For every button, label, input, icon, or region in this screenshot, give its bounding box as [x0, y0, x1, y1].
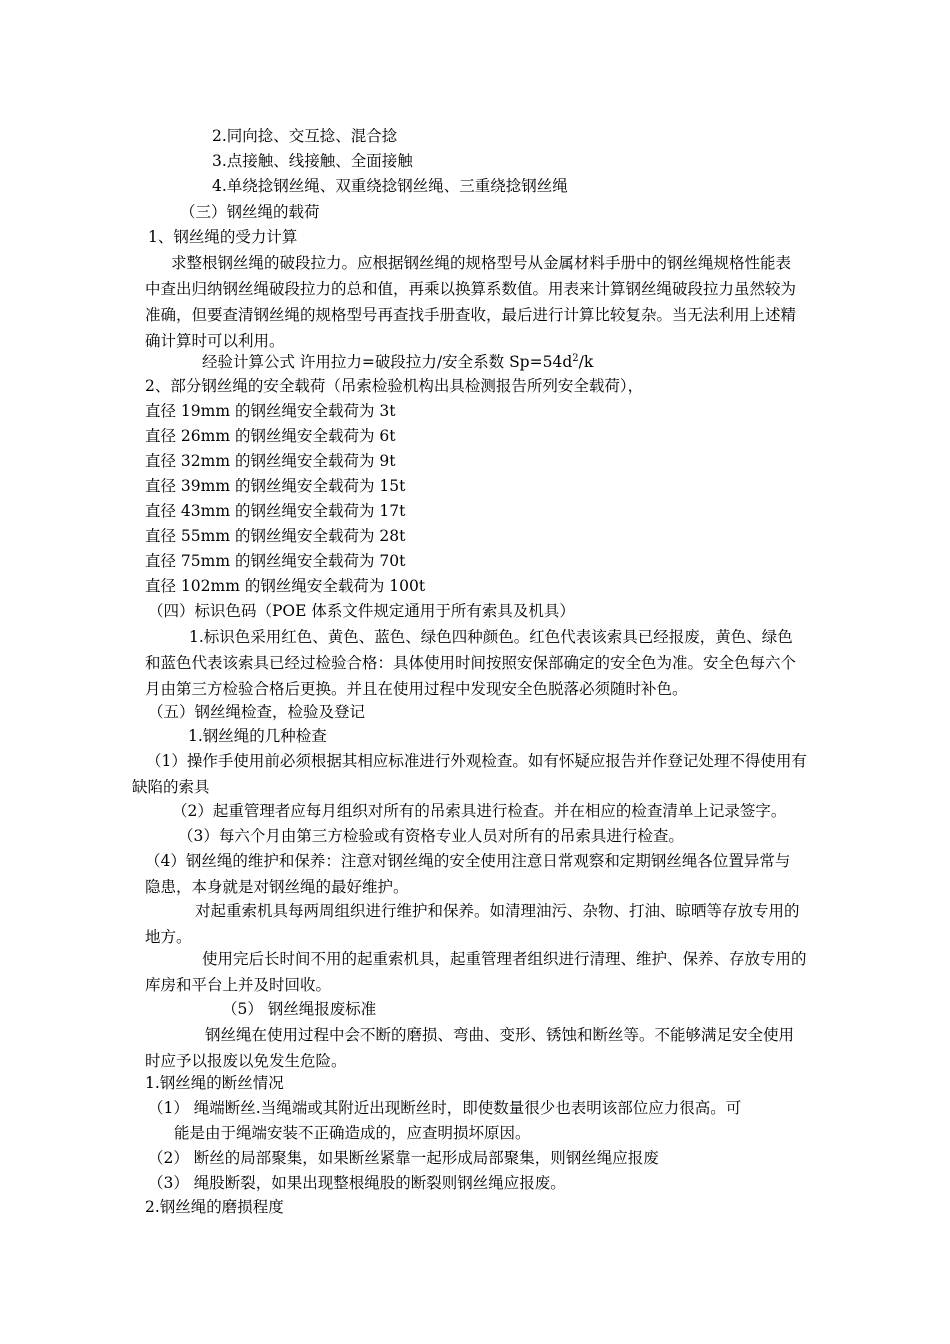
list-item: （1） 绳端断丝.当绳端或其附近出现断丝时，即使数量很少也表明该部位应力很高。可 — [148, 1099, 742, 1117]
list-item: （3） 绳股断裂，如果出现整根绳股的断裂则钢丝绳应报废。 — [148, 1174, 566, 1192]
formula-line — [202, 351, 593, 373]
subsection-heading: 2、部分钢丝绳的安全载荷（吊索检验机构出具检测报告所列安全载荷）， — [145, 377, 644, 395]
section-heading: （5） 钢丝绳报废标准 — [222, 1000, 377, 1018]
paragraph: （3）每六个月由第三方检验或有资格专业人员对所有的吊索具进行检查。 — [178, 827, 684, 845]
paragraph: （4）钢丝绳的维护和保养：注意对钢丝绳的安全使用注意日常观察和定期钢丝绳各位置异常与隐患，本身就是对钢丝绳的最好维护。 — [145, 852, 791, 896]
list-item: 4.单绕捻钢丝绳、双重绕捻钢丝绳、三重绕捻钢丝绳 — [212, 177, 568, 195]
formula-exponent: 2 — [572, 352, 579, 364]
section-heading: （五）钢丝绳检查，检验及登记 — [148, 703, 366, 721]
formula-text-end: /k — [578, 353, 594, 371]
list-item: 直径 75mm 的钢丝绳安全载荷为 70t — [145, 552, 406, 570]
formula-text: 经验计算公式 许用拉力=破段拉力/安全系数 Sp=54d — [202, 353, 573, 371]
paragraph: 1.标识色采用红色、黄色、蓝色、绿色四种颜色。红色代表该索具已经报废，黄色、绿色和蓝色代表该索具已经过检验合格：具体使用时间按照安保部确定的安全色为准。安全色每六个月由第三方检验合格后更换。并且在使用过程中发现安全色脱落必须随时补色。 — [145, 628, 797, 698]
paragraph: 对起重索机具每两周组织进行维护和保养。如清理油污、杂物、打油、晾晒等存放专用的地方。 — [145, 902, 800, 946]
list-item: 3.点接触、线接触、全面接触 — [212, 152, 413, 170]
list-item: 直径 32mm 的钢丝绳安全载荷为 9t — [145, 452, 396, 470]
list-item: 直径 55mm 的钢丝绳安全载荷为 28t — [145, 527, 406, 545]
list-item: 直径 43mm 的钢丝绳安全载荷为 17t — [145, 502, 406, 520]
list-item: 直径 19mm 的钢丝绳安全载荷为 3t — [145, 402, 396, 420]
subsection-heading: 2.钢丝绳的磨损程度 — [145, 1198, 284, 1216]
subsection-heading: 1.钢丝绳的断丝情况 — [145, 1074, 284, 1092]
list-item: 直径 102mm 的钢丝绳安全载荷为 100t — [145, 577, 426, 595]
paragraph: 求整根钢丝绳的破段拉力。应根据钢丝绳的规格型号从金属材料手册中的钢丝绳规格性能表中查出归纳钢丝绳破段拉力的总和值，再乘以换算系数值。用表来计算钢丝绳破段拉力虽然较为准确，但要查清钢丝绳的规格型号再查找手册查收，最后进行计算比较复杂。当无法利用上述精确计算时可以利用。 — [145, 254, 797, 350]
section-heading: （四）标识色码（POE 体系文件规定通用于所有索具及机具） — [148, 602, 575, 620]
list-item: 直径 39mm 的钢丝绳安全载荷为 15t — [145, 477, 406, 495]
paragraph: 钢丝绳在使用过程中会不断的磨损、弯曲、变形、锈蚀和断丝等。不能够满足安全使用时应予以报废以免发生危险。 — [145, 1026, 795, 1070]
list-item: 直径 26mm 的钢丝绳安全载荷为 6t — [145, 427, 396, 445]
subsection-heading: 1.钢丝绳的几种检查 — [188, 727, 327, 745]
paragraph: （2）起重管理者应每月组织对所有的吊索具进行检查。并在相应的检查清单上记录签字。 — [172, 802, 787, 820]
paragraph: （1）操作手使用前必须根据其相应标准进行外观检查。如有怀疑应报告并作登记处理不得使用有缺陷的索具 — [132, 752, 807, 796]
section-heading: （三）钢丝绳的载荷 — [180, 203, 320, 221]
list-item: （2） 断丝的局部聚集，如果断丝紧靠一起形成局部聚集，则钢丝绳应报废 — [148, 1149, 659, 1167]
subsection-heading: 1、钢丝绳的受力计算 — [148, 228, 298, 246]
paragraph: 使用完后长时间不用的起重索机具，起重管理者组织进行清理、维护、保养、存放专用的库房和平台上并及时回收。 — [145, 950, 807, 994]
list-item: 2.同向捻、交互捻、混合捻 — [212, 127, 398, 145]
list-item-continuation: 能是由于绳端安装不正确造成的，应查明损坏原因。 — [174, 1124, 531, 1142]
